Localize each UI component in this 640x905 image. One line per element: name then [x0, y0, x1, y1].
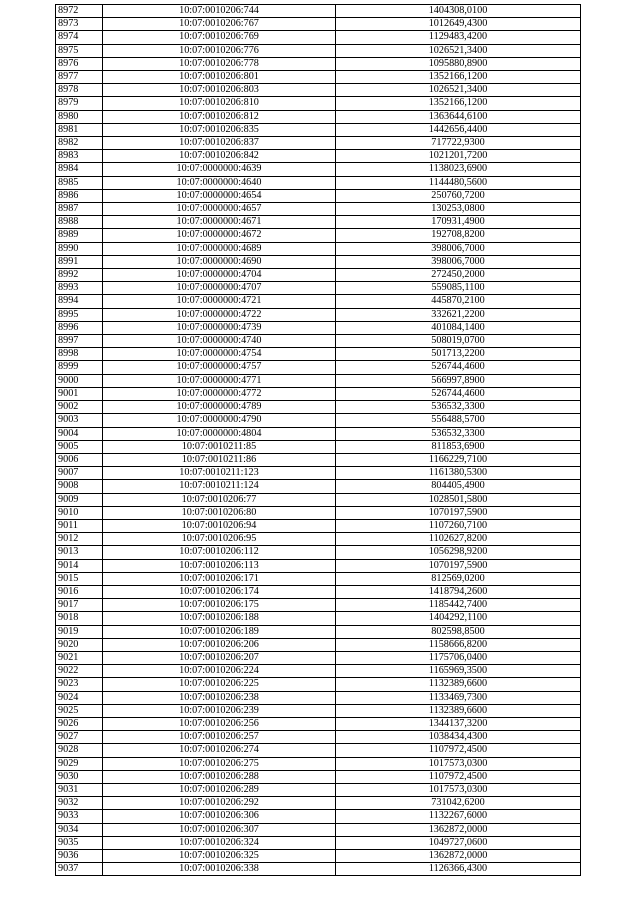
table-row [56, 44, 581, 57]
cadastral-number-cell: 10:07:0010206:257 [103, 731, 336, 744]
row-number-cell: 8979 [56, 97, 103, 110]
row-number-cell: 9023 [56, 678, 103, 691]
cadastral-number-cell: 10:07:0010206:325 [103, 850, 336, 863]
cadastral-number-cell: 10:07:0000000:4804 [103, 427, 336, 440]
cadastral-value-cell: 1132389,6600 [336, 678, 581, 691]
row-number-cell: 8982 [56, 137, 103, 150]
cadastral-number-cell: 10:07:0010206:324 [103, 836, 336, 849]
cadastral-number-cell: 10:07:0010206:744 [103, 5, 336, 18]
cadastral-number-cell: 10:07:0010206:810 [103, 97, 336, 110]
row-number-cell: 8978 [56, 84, 103, 97]
row-number-cell: 8983 [56, 150, 103, 163]
row-number-cell: 9014 [56, 559, 103, 572]
cadastral-number-cell: 10:07:0010206:812 [103, 110, 336, 123]
row-number-cell: 8998 [56, 348, 103, 361]
table-row [56, 97, 581, 110]
table-row [56, 810, 581, 823]
cadastral-number-cell: 10:07:0010206:256 [103, 717, 336, 730]
row-number-cell: 9034 [56, 823, 103, 836]
cadastral-value-cell: 1185442,7400 [336, 599, 581, 612]
row-number-cell: 8997 [56, 335, 103, 348]
cadastral-value-cell: 1107972,4500 [336, 744, 581, 757]
cadastral-value-cell: 170931,4900 [336, 216, 581, 229]
table-body [56, 5, 581, 876]
cadastral-value-cell: 332621,2200 [336, 308, 581, 321]
cadastral-number-cell: 10:07:0000000:4740 [103, 335, 336, 348]
row-number-cell: 9027 [56, 731, 103, 744]
row-number-cell: 9012 [56, 533, 103, 546]
table-row [56, 255, 581, 268]
cadastral-value-cell: 559085,1100 [336, 282, 581, 295]
cadastral-value-cell: 1344137,3200 [336, 717, 581, 730]
row-number-cell: 9025 [56, 704, 103, 717]
row-number-cell: 8987 [56, 203, 103, 216]
table-row [56, 863, 581, 876]
table-row [56, 836, 581, 849]
cadastral-value-cell: 1026521,3400 [336, 84, 581, 97]
row-number-cell: 9011 [56, 519, 103, 532]
table-row [56, 163, 581, 176]
cadastral-number-cell: 10:07:0010206:289 [103, 783, 336, 796]
row-number-cell: 8973 [56, 18, 103, 31]
row-number-cell: 9009 [56, 493, 103, 506]
row-number-cell: 9003 [56, 414, 103, 427]
cadastral-number-cell: 10:07:0000000:4757 [103, 361, 336, 374]
row-number-cell: 9029 [56, 757, 103, 770]
cadastral-value-cell: 1133469,7300 [336, 691, 581, 704]
row-number-cell: 9033 [56, 810, 103, 823]
table-row [56, 678, 581, 691]
cadastral-value-cell: 1026521,3400 [336, 44, 581, 57]
row-number-cell: 8984 [56, 163, 103, 176]
cadastral-value-table [55, 4, 581, 876]
cadastral-number-cell: 10:07:0010206:292 [103, 797, 336, 810]
cadastral-number-cell: 10:07:0010211:85 [103, 440, 336, 453]
cadastral-value-cell: 1138023,6900 [336, 163, 581, 176]
table-row [56, 585, 581, 598]
cadastral-number-cell: 10:07:0000000:4754 [103, 348, 336, 361]
table-row [56, 110, 581, 123]
cadastral-number-cell: 10:07:0000000:4707 [103, 282, 336, 295]
cadastral-value-cell: 1129483,4200 [336, 31, 581, 44]
row-number-cell: 9013 [56, 546, 103, 559]
cadastral-value-cell: 1107260,7100 [336, 519, 581, 532]
row-number-cell: 9024 [56, 691, 103, 704]
table-row [56, 440, 581, 453]
cadastral-number-cell: 10:07:0010206:77 [103, 493, 336, 506]
cadastral-number-cell: 10:07:0000000:4689 [103, 242, 336, 255]
table-row [56, 797, 581, 810]
cadastral-number-cell: 10:07:0000000:4772 [103, 387, 336, 400]
row-number-cell: 8992 [56, 269, 103, 282]
cadastral-value-cell: 272450,2000 [336, 269, 581, 282]
cadastral-value-cell: 536532,3300 [336, 401, 581, 414]
cadastral-number-cell: 10:07:0000000:4722 [103, 308, 336, 321]
cadastral-value-cell: 1161380,5300 [336, 467, 581, 480]
cadastral-value-cell: 731042,6200 [336, 797, 581, 810]
table-row [56, 348, 581, 361]
row-number-cell: 8985 [56, 176, 103, 189]
cadastral-value-cell: 1144480,5600 [336, 176, 581, 189]
table-row [56, 625, 581, 638]
table-row [56, 823, 581, 836]
table-row [56, 269, 581, 282]
table-row [56, 744, 581, 757]
table-row [56, 717, 581, 730]
cadastral-number-cell: 10:07:0000000:4790 [103, 414, 336, 427]
table-row [56, 453, 581, 466]
cadastral-number-cell: 10:07:0010206:776 [103, 44, 336, 57]
cadastral-value-cell: 526744,4600 [336, 387, 581, 400]
row-number-cell: 9001 [56, 387, 103, 400]
row-number-cell: 9006 [56, 453, 103, 466]
cadastral-value-cell: 802598,8500 [336, 625, 581, 638]
table-row [56, 176, 581, 189]
cadastral-number-cell: 10:07:0010206:275 [103, 757, 336, 770]
cadastral-value-cell: 1158666,8200 [336, 638, 581, 651]
table-row [56, 533, 581, 546]
row-number-cell: 9020 [56, 638, 103, 651]
cadastral-value-cell: 501713,2200 [336, 348, 581, 361]
cadastral-value-cell: 1021201,7200 [336, 150, 581, 163]
cadastral-value-cell: 1028501,5800 [336, 493, 581, 506]
cadastral-value-cell: 1404308,0100 [336, 5, 581, 18]
row-number-cell: 9015 [56, 572, 103, 585]
cadastral-number-cell: 10:07:0000000:4721 [103, 295, 336, 308]
row-number-cell: 9036 [56, 850, 103, 863]
table-row [56, 757, 581, 770]
cadastral-value-cell: 1165969,3500 [336, 665, 581, 678]
cadastral-value-cell: 536532,3300 [336, 427, 581, 440]
cadastral-number-cell: 10:07:0010206:207 [103, 651, 336, 664]
cadastral-value-cell: 1418794,2600 [336, 585, 581, 598]
row-number-cell: 9018 [56, 612, 103, 625]
cadastral-value-cell: 508019,0700 [336, 335, 581, 348]
cadastral-number-cell: 10:07:0010206:306 [103, 810, 336, 823]
row-number-cell: 9007 [56, 467, 103, 480]
table-row [56, 189, 581, 202]
cadastral-value-cell: 192708,8200 [336, 229, 581, 242]
cadastral-number-cell: 10:07:0010206:767 [103, 18, 336, 31]
cadastral-value-cell: 1017573,0300 [336, 783, 581, 796]
cadastral-number-cell: 10:07:0010206:837 [103, 137, 336, 150]
row-number-cell: 8999 [56, 361, 103, 374]
cadastral-number-cell: 10:07:0000000:4657 [103, 203, 336, 216]
cadastral-value-cell: 1363644,6100 [336, 110, 581, 123]
cadastral-value-cell: 812569,0200 [336, 572, 581, 585]
table-row [56, 665, 581, 678]
row-number-cell: 9026 [56, 717, 103, 730]
table-row [56, 335, 581, 348]
table-row [56, 5, 581, 18]
cadastral-number-cell: 10:07:0010211:123 [103, 467, 336, 480]
row-number-cell: 9030 [56, 770, 103, 783]
table-row [56, 559, 581, 572]
cadastral-number-cell: 10:07:0010206:80 [103, 506, 336, 519]
cadastral-number-cell: 10:07:0000000:4789 [103, 401, 336, 414]
row-number-cell: 9037 [56, 863, 103, 876]
table-row [56, 427, 581, 440]
cadastral-value-cell: 250760,7200 [336, 189, 581, 202]
cadastral-value-cell: 1362872,0000 [336, 850, 581, 863]
cadastral-number-cell: 10:07:0010206:94 [103, 519, 336, 532]
cadastral-number-cell: 10:07:0010206:239 [103, 704, 336, 717]
row-number-cell: 8972 [56, 5, 103, 18]
table-row [56, 506, 581, 519]
row-number-cell: 8991 [56, 255, 103, 268]
row-number-cell: 9010 [56, 506, 103, 519]
cadastral-value-cell: 398006,7000 [336, 242, 581, 255]
row-number-cell: 8980 [56, 110, 103, 123]
row-number-cell: 9035 [56, 836, 103, 849]
cadastral-value-cell: 1166229,7100 [336, 453, 581, 466]
cadastral-number-cell: 10:07:0000000:4639 [103, 163, 336, 176]
table-row [56, 31, 581, 44]
cadastral-value-cell: 398006,7000 [336, 255, 581, 268]
cadastral-number-cell: 10:07:0010206:274 [103, 744, 336, 757]
cadastral-value-cell: 1404292,1100 [336, 612, 581, 625]
cadastral-value-cell: 1362872,0000 [336, 823, 581, 836]
table-row [56, 480, 581, 493]
cadastral-value-cell: 1107972,4500 [336, 770, 581, 783]
cadastral-value-cell: 717722,9300 [336, 137, 581, 150]
table-row [56, 374, 581, 387]
cadastral-number-cell: 10:07:0010206:189 [103, 625, 336, 638]
cadastral-number-cell: 10:07:0010206:206 [103, 638, 336, 651]
cadastral-number-cell: 10:07:0010206:188 [103, 612, 336, 625]
cadastral-number-cell: 10:07:0000000:4704 [103, 269, 336, 282]
row-number-cell: 9005 [56, 440, 103, 453]
row-number-cell: 9032 [56, 797, 103, 810]
cadastral-value-cell: 1132389,6600 [336, 704, 581, 717]
cadastral-value-cell: 526744,4600 [336, 361, 581, 374]
table-row [56, 850, 581, 863]
row-number-cell: 9021 [56, 651, 103, 664]
row-number-cell: 9002 [56, 401, 103, 414]
table-row [56, 18, 581, 31]
table-row [56, 612, 581, 625]
table-row [56, 599, 581, 612]
table-row [56, 493, 581, 506]
cadastral-value-cell: 1049727,0600 [336, 836, 581, 849]
cadastral-number-cell: 10:07:0010211:124 [103, 480, 336, 493]
table-row [56, 282, 581, 295]
table-row [56, 308, 581, 321]
cadastral-number-cell: 10:07:0010206:288 [103, 770, 336, 783]
cadastral-value-cell: 1012649,4300 [336, 18, 581, 31]
cadastral-number-cell: 10:07:0010206:307 [103, 823, 336, 836]
table-row [56, 414, 581, 427]
table-row [56, 704, 581, 717]
table-row [56, 321, 581, 334]
row-number-cell: 9016 [56, 585, 103, 598]
cadastral-value-cell: 1352166,1200 [336, 97, 581, 110]
row-number-cell: 9000 [56, 374, 103, 387]
cadastral-number-cell: 10:07:0010206:769 [103, 31, 336, 44]
row-number-cell: 8995 [56, 308, 103, 321]
cadastral-number-cell: 10:07:0010206:174 [103, 585, 336, 598]
cadastral-value-cell: 1056298,9200 [336, 546, 581, 559]
cadastral-value-cell: 445870,2100 [336, 295, 581, 308]
cadastral-value-cell: 811853,6900 [336, 440, 581, 453]
cadastral-value-cell: 804405,4900 [336, 480, 581, 493]
table-row [56, 123, 581, 136]
table-row [56, 229, 581, 242]
table-row [56, 401, 581, 414]
cadastral-value-cell: 1070197,5900 [336, 559, 581, 572]
cadastral-value-cell: 566997,8900 [336, 374, 581, 387]
cadastral-number-cell: 10:07:0010206:113 [103, 559, 336, 572]
table-row [56, 638, 581, 651]
cadastral-value-cell: 1352166,1200 [336, 71, 581, 84]
cadastral-value-cell: 130253,0800 [336, 203, 581, 216]
row-number-cell: 8990 [56, 242, 103, 255]
row-number-cell: 9019 [56, 625, 103, 638]
table-row [56, 467, 581, 480]
table-row [56, 57, 581, 70]
table-row [56, 546, 581, 559]
row-number-cell: 8986 [56, 189, 103, 202]
cadastral-value-cell: 1095880,8900 [336, 57, 581, 70]
cadastral-number-cell: 10:07:0000000:4640 [103, 176, 336, 189]
table-row [56, 572, 581, 585]
table-row [56, 651, 581, 664]
cadastral-number-cell: 10:07:0000000:4672 [103, 229, 336, 242]
table-row [56, 84, 581, 97]
table-row [56, 519, 581, 532]
table-row [56, 770, 581, 783]
cadastral-number-cell: 10:07:0000000:4690 [103, 255, 336, 268]
table-row [56, 242, 581, 255]
cadastral-number-cell: 10:07:0010206:778 [103, 57, 336, 70]
cadastral-number-cell: 10:07:0010206:171 [103, 572, 336, 585]
row-number-cell: 8974 [56, 31, 103, 44]
table-row [56, 361, 581, 374]
cadastral-number-cell: 10:07:0010206:803 [103, 84, 336, 97]
row-number-cell: 9022 [56, 665, 103, 678]
cadastral-number-cell: 10:07:0000000:4771 [103, 374, 336, 387]
row-number-cell: 8975 [56, 44, 103, 57]
cadastral-number-cell: 10:07:0000000:4654 [103, 189, 336, 202]
row-number-cell: 9008 [56, 480, 103, 493]
row-number-cell: 8977 [56, 71, 103, 84]
table-row [56, 731, 581, 744]
cadastral-number-cell: 10:07:0010206:175 [103, 599, 336, 612]
cadastral-number-cell: 10:07:0000000:4739 [103, 321, 336, 334]
cadastral-number-cell: 10:07:0010206:842 [103, 150, 336, 163]
row-number-cell: 9028 [56, 744, 103, 757]
table-row [56, 783, 581, 796]
cadastral-number-cell: 10:07:0010206:238 [103, 691, 336, 704]
row-number-cell: 8989 [56, 229, 103, 242]
row-number-cell: 8993 [56, 282, 103, 295]
cadastral-number-cell: 10:07:0010211:86 [103, 453, 336, 466]
cadastral-value-cell: 1442656,4400 [336, 123, 581, 136]
table-row [56, 295, 581, 308]
table-row [56, 203, 581, 216]
cadastral-number-cell: 10:07:0000000:4671 [103, 216, 336, 229]
cadastral-value-cell: 1126366,4300 [336, 863, 581, 876]
table-row [56, 216, 581, 229]
row-number-cell: 9004 [56, 427, 103, 440]
cadastral-value-cell: 401084,1400 [336, 321, 581, 334]
table-row [56, 71, 581, 84]
row-number-cell: 8976 [56, 57, 103, 70]
table-row [56, 137, 581, 150]
row-number-cell: 8996 [56, 321, 103, 334]
cadastral-number-cell: 10:07:0010206:112 [103, 546, 336, 559]
cadastral-value-cell: 1070197,5900 [336, 506, 581, 519]
row-number-cell: 9017 [56, 599, 103, 612]
cadastral-value-cell: 1038434,4300 [336, 731, 581, 744]
row-number-cell: 8994 [56, 295, 103, 308]
cadastral-number-cell: 10:07:0010206:95 [103, 533, 336, 546]
row-number-cell: 8981 [56, 123, 103, 136]
row-number-cell: 8988 [56, 216, 103, 229]
cadastral-value-cell: 1102627,8200 [336, 533, 581, 546]
cadastral-value-cell: 556488,5700 [336, 414, 581, 427]
table-row [56, 691, 581, 704]
cadastral-number-cell: 10:07:0010206:225 [103, 678, 336, 691]
cadastral-value-cell: 1175706,0400 [336, 651, 581, 664]
cadastral-number-cell: 10:07:0010206:338 [103, 863, 336, 876]
row-number-cell: 9031 [56, 783, 103, 796]
cadastral-number-cell: 10:07:0010206:835 [103, 123, 336, 136]
table-row [56, 387, 581, 400]
cadastral-number-cell: 10:07:0010206:801 [103, 71, 336, 84]
cadastral-value-cell: 1132267,6000 [336, 810, 581, 823]
cadastral-number-cell: 10:07:0010206:224 [103, 665, 336, 678]
cadastral-value-cell: 1017573,0300 [336, 757, 581, 770]
table-row [56, 150, 581, 163]
